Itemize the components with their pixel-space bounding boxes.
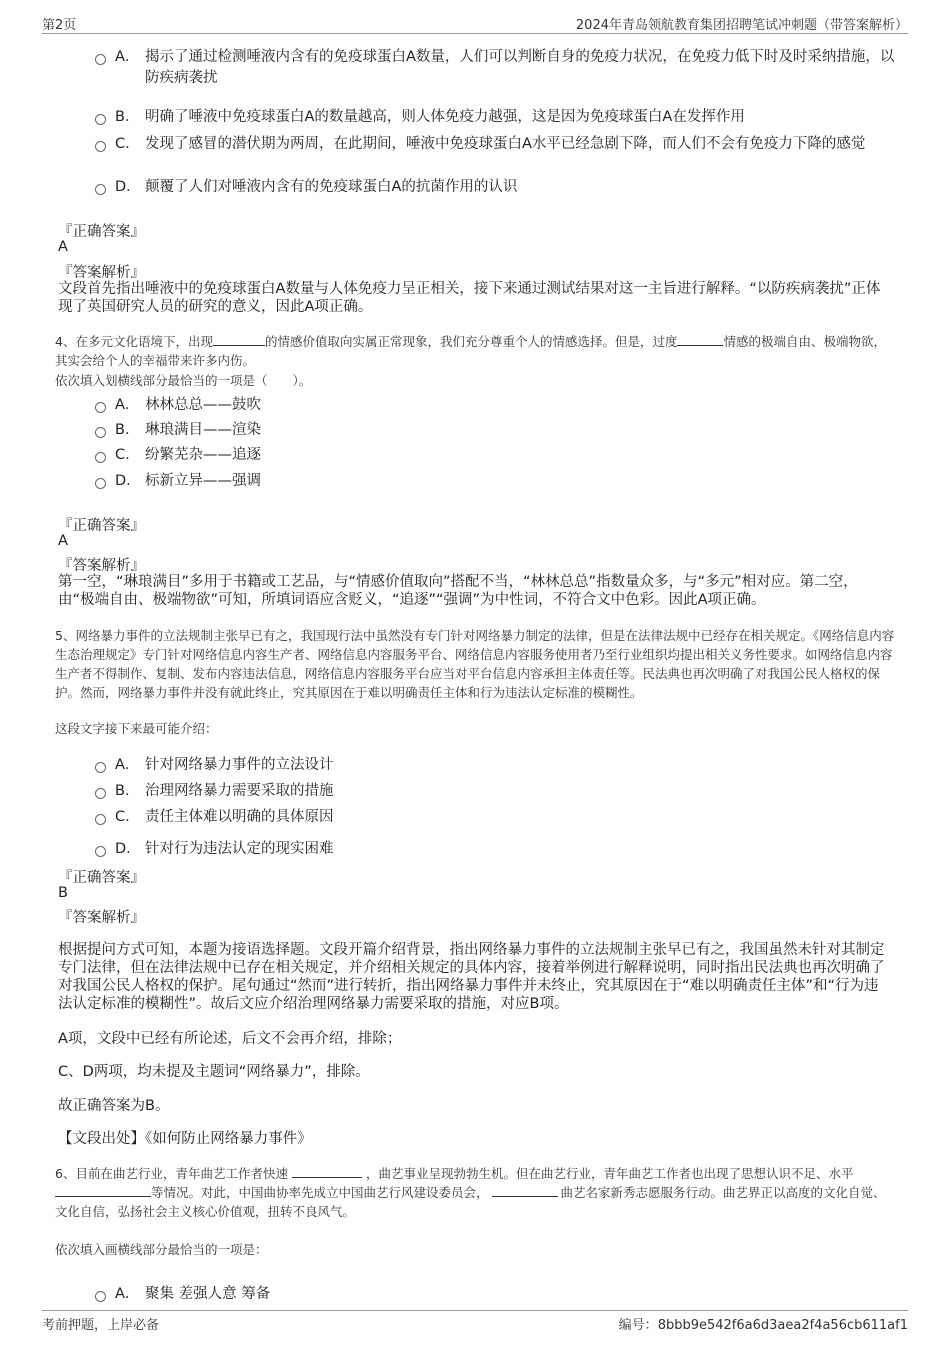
q3-analysis: 文段首先指出唾液中的免疫球蛋白A数量与人体免疫力呈正相关，接下来通过测试结果对这一主旨进行解释。“以防疾病袭扰”正体现了英国研究人员的研究的意义，因此A项正确。 [58,281,881,315]
option-letter: B． [115,783,140,799]
radio-icon[interactable] [95,184,106,195]
q4-analysis: 第一空，“琳琅满目”多用于书籍或工艺品，与“情感价值取向”搭配不当，“林林总总”指数量众多，与“多元”相对应。第二空，由“极端自由、极端物欲”可知，所填词语应含贬义，“追逐”“强调”为中性词，不符合文中色彩。因此A项正确。 [58,574,858,608]
option-text: 聚集 差强人意 筹备 [145,1286,271,1302]
q6-blank-1 [292,1165,362,1178]
q5-source: 【文段出处】《如何防止网络暴力事件》 [58,1131,312,1147]
q4-prompt: 依次填入划横线部分最恰当的一项是（ ）。 [55,373,312,388]
q4-answer: A [58,533,68,549]
q4-stem-part2: 的情感价值取向实属正常现象，我们充分尊重个人的情感选择。但是，过度 [264,334,678,349]
radio-icon[interactable] [95,427,106,438]
q6-blank-2 [55,1184,151,1197]
q6-stem-part1: 6、目前在曲艺行业，青年曲艺工作者快速 [55,1166,288,1181]
q5-analysis-label: 『答案解析』 [58,910,145,926]
footer-code-label: 编号： [618,1318,658,1333]
radio-icon[interactable] [95,54,106,65]
option-text: 针对行为违法认定的现实困难 [145,841,334,857]
radio-icon[interactable] [95,814,106,825]
q6-stem-part2: ，曲艺事业呈现勃勃生机。但在曲艺行业，青年曲艺工作者也出现了思想认识不足、水平 [365,1166,854,1181]
q4-stem-part3: 情感的极端自由、极端物欲，其实会给个人的幸福带来许多内伤。 [55,334,886,368]
q4-answer-label: 『正确答案』 [58,518,145,534]
option-text: 林林总总——鼓吹 [145,397,261,413]
q3-answer-label: 『正确答案』 [58,224,145,240]
option-text: 揭示了通过检测唾液内含有的免疫球蛋白A数量，人们可以判断自身的免疫力状况，在免疫力低下时及时采纳措施，以防疾病袭扰 [145,49,895,86]
q5-option-c[interactable] [95,807,895,828]
q4-blank-1 [213,333,265,346]
q3-option-c[interactable] [95,134,895,155]
document-title: 2024年青岛领航教育集团招聘笔试冲刺题（带答案解析） [575,18,908,33]
q5-option-a[interactable] [95,755,895,776]
q5-prompt: 这段文字接下来最可能介绍： [55,721,218,736]
q3-answer: A [58,239,68,255]
q6-blank-3 [492,1184,558,1197]
radio-icon[interactable] [95,846,106,857]
option-letter: A． [115,1286,140,1302]
option-letter: A． [115,49,140,65]
option-letter: A． [115,757,140,773]
radio-icon[interactable] [95,114,106,125]
option-letter: D． [115,841,141,857]
option-text: 明确了唾液中免疫球蛋白A的数量越高，则人体免疫力越强，这是因为免疫球蛋白A在发挥作用 [145,109,745,125]
q5-analysis-conclusion: 故正确答案为B。 [58,1098,170,1114]
radio-icon[interactable] [95,452,106,463]
radio-icon[interactable] [95,788,106,799]
q4-analysis-label: 『答案解析』 [58,558,145,574]
option-text: 发现了感冒的潜伏期为两周，在此期间，唾液中免疫球蛋白A水平已经急剧下降，而人们不会有免疫力下降的感觉 [145,136,866,152]
q4-stem [55,332,895,370]
radio-icon[interactable] [95,478,106,489]
option-text: 琳琅满目——渲染 [145,422,261,438]
option-text: 治理网络暴力需要采取的措施 [145,783,334,799]
q4-option-d[interactable] [95,471,895,492]
footer-code-value: 8bbb9e542f6a6d3aea2f4a56cb611af1 [657,1318,908,1333]
option-text: 颠覆了人们对唾液内含有的免疫球蛋白A的抗菌作用的认识 [145,179,518,195]
q5-analysis-a: A项，文段中已经有所论述，后文不会再介绍，排除； [58,1031,402,1047]
radio-icon[interactable] [95,1291,106,1302]
q6-stem-part3: 等情况。对此，中国曲协率先成立中国曲艺行风建设委员会， [151,1185,489,1200]
q5-stem: 5、网络暴力事件的立法规制主张早已有之，我国现行法中虽然没有专门针对网络暴力制定的法律，但是在法律法规中已经存在相关规定。《网络信息内容生态治理规定》专门针对网络信息内容生产者、网络信息内容服务平台、网络信息内容服务使用者乃至行业组织均提出相关义务性要求。如网络信息内容生产者不得制作、复制、发布内容违法信息，网络信息内容服务平台应当对平台信息内容承担主体责任等。民法典也再次明确了对我国公民人格权的保护。然而，网络暴力事件并没有就此终止，究其原因在于难以明确责任主体和行为违法认定标准的模糊性。 [55,628,895,700]
option-letter: C． [115,136,140,152]
option-text: 标新立异——强调 [145,473,261,489]
q4-option-c[interactable] [95,445,895,466]
q4-stem-part1: 4、在多元文化语境下，出现 [55,334,213,349]
option-letter: D． [115,473,141,489]
q6-prompt: 依次填入画横线部分最恰当的一项是： [55,1242,268,1257]
radio-icon[interactable] [95,762,106,773]
q5-option-d[interactable] [95,839,895,860]
option-letter: C． [115,447,140,463]
q5-answer-label: 『正确答案』 [58,870,145,886]
q3-option-d[interactable] [95,177,895,198]
footer-slogan: 考前押题，上岸必备 [42,1318,160,1333]
radio-icon[interactable] [95,141,106,152]
q3-option-b[interactable] [95,107,895,128]
q4-option-a[interactable] [95,395,895,416]
page-number: 第2页 [42,18,77,33]
q5-analysis-cd: C、D两项，均未提及主题词“网络暴力”，排除。 [58,1064,370,1080]
option-text: 针对网络暴力事件的立法设计 [145,757,334,773]
footer-divider [42,1310,908,1311]
q6-option-a[interactable] [95,1284,895,1305]
q5-option-b[interactable] [95,781,895,802]
q6-stem-part4: 曲艺名家新秀志愿服务行动。曲艺界正以高度的文化自觉、文化自信，弘扬社会主义核心价值观，扭转不良风气。 [55,1185,886,1219]
q3-option-a[interactable] [95,47,895,89]
q4-blank-2 [677,333,723,346]
q3-analysis-label: 『答案解析』 [58,265,145,281]
q5-answer: B [58,885,68,901]
radio-icon[interactable] [95,402,106,413]
option-letter: B． [115,422,140,438]
footer-code [619,1314,908,1333]
option-letter: C． [115,809,140,825]
option-letter: A． [115,397,140,413]
q6-stem [55,1164,895,1221]
header-divider [42,33,908,34]
option-letter: D． [115,179,141,195]
option-text: 责任主体难以明确的具体原因 [145,809,334,825]
q4-option-b[interactable] [95,420,895,441]
option-letter: B． [115,109,140,125]
option-text: 纷繁芜杂——追逐 [145,447,261,463]
q5-analysis-body: 根据提问方式可知，本题为接语选择题。文段开篇介绍背景，指出网络暴力事件的立法规制主张早已有之，我国虽然未针对其制定专门法律，但在法律法规中已存在相关规定，并介绍相关规定的具体内容，接着举例进行解释说明，同时指出民法典也再次明确了对我国公民人格权的保护。尾句通过“然而”进行转折，指出网络暴力事件并未终止，究其原因在于“难以明确责任主体”和“行为违法认定标准的模糊性”。故后文应介绍治理网络暴力需要采取的措施，对应B项。 [58,942,885,1012]
